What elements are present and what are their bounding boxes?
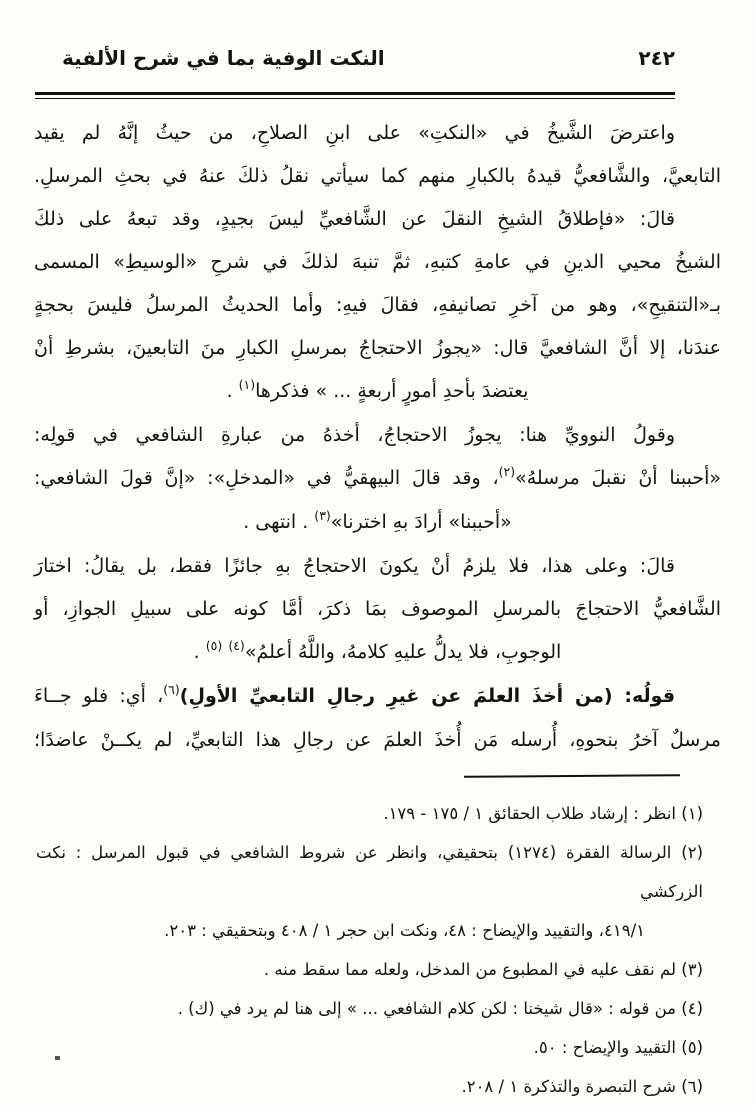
footnote-line (36, 989, 703, 1028)
body-line (34, 631, 721, 675)
text-segment: (١) انظر : إرشاد طلاب الحقائق ١ / ١٧٥ - ١٧٩. (383, 804, 703, 823)
footnote-line (36, 950, 703, 989)
body-line (34, 501, 721, 545)
text-segment: واعترضَ الشَّيخُ في «النكتِ» على ابنِ الصلاحِ، من حيثُ إنَّهُ لم يقيد (34, 122, 675, 144)
text-segment: ، أي: فلو جــاءَ (34, 685, 164, 707)
footnote-line (36, 833, 703, 911)
footnote-ref: (٣) (314, 508, 331, 523)
text-segment: (٦) شرح التبصرة والتذكرة ١ / ٢٠٨. (461, 1077, 703, 1096)
body-line (34, 198, 721, 241)
page-header (62, 46, 675, 70)
footnote-separator (464, 774, 680, 778)
text-segment: «أحببنا أنْ نقبلَ مرسلهُ» (515, 467, 721, 489)
scan-speck (55, 1056, 60, 1060)
body-line (34, 675, 721, 719)
text-segment: (٥) التقييد والإيضاح : ٥٠. (533, 1038, 703, 1057)
text-segment: (٢) الرسالة الفقرة (١٢٧٤) بتحقيقي، وانظر عن شروط الشافعي في قبول المرسل : نكت الزركشي (36, 843, 703, 901)
text-segment: الوجوبِ، فلا يدلُّ عليهِ كلامهُ، واللَّهُ أعلمُ» (244, 641, 562, 663)
text-segment: . (226, 380, 239, 402)
text-segment: الشَّافعيُّ الاحتجاجَ بالمرسلِ الموصوف بمَا ذكرَ، أمَّا كونه على سبيلِ الجوازِ، أو (34, 598, 721, 620)
text-segment: (٤) من قوله : «قال شيخنا : لكن كلام الشافعي ... » إلى هنا لم يرد في (ك) . (177, 999, 703, 1018)
footnote-ref: (٤) (228, 638, 245, 653)
footnotes (36, 794, 703, 1105)
body-line (34, 284, 721, 327)
footnote-line (36, 1028, 703, 1067)
body-line (34, 457, 721, 501)
body-line (34, 327, 721, 370)
body-line (34, 155, 721, 198)
text-segment: وقولُ النوويِّ هنا: يجوزُ الاحتجاجُ، أخذهُ من عبارةِ الشافعي في قولِه: (34, 424, 675, 446)
text-segment: الشيخُ محيي الدينِ في عامةِ كتبهِ، ثمَّ تنبهَ لذلكَ في شرحِ «الوسيطِ» المسمى (34, 251, 721, 273)
footnote-line (36, 1067, 703, 1105)
header-double-rule (35, 92, 675, 100)
text-segment: . (193, 641, 206, 663)
text-segment: بـ«التنقيحِ»، وهو من آخرِ تصانيفهِ، فقالَ فيهِ: وأما الحديثُ المرسلُ فليسَ بحجةٍ (34, 294, 721, 316)
text-segment: ١‏/‏٤١٩، والتقييد والإيضاح : ٤٨، ونكت ابن حجر ١ / ٤٠٨ وبتحقيقي : ٢٠٣. (164, 921, 645, 940)
text-segment: ، وقد قالَ البيهقيُّ في «المدخلِ»: «إنَّ قولَ الشافعي: (34, 467, 499, 489)
footnote-line (36, 794, 703, 833)
text-segment: التابعيَّ، والشَّافعيُّ قيدهُ بالكبارِ منهم كما سيأتي نقلُ ذلكَ عنهُ في بحثِ المرسلِ. (34, 165, 721, 187)
body-line (34, 588, 721, 631)
body-line (34, 241, 721, 284)
text-segment: يعتضدَ بأحدِ أمورٍ أربعةٍ ... » فذكرها (255, 380, 529, 402)
footnote-ref: (١) (238, 377, 256, 392)
body-line (34, 719, 721, 762)
body-line (34, 414, 721, 457)
page-number: ٢٤٢ (638, 46, 675, 70)
text-segment: عندَنا، إلا أنَّ الشافعيَّ قال: «يجوزُ الاحتجاجُ بمرسلِ الكبارِ منَ التابعينَ، بشرطِ أنْ (34, 337, 721, 359)
body-line (34, 370, 721, 414)
text-segment: قولُه: (من أخذَ العلمَ عن غيرِ رجالِ التابعيِّ الأولِ) (179, 685, 676, 707)
body-line (34, 112, 721, 155)
text-segment: مرسلٌ آخرُ بنحوهِ، أُرسله مَن أُخذَ العلمَ عن رجالِ هذا التابعيِّ، لم يكــنْ عاضدًا؛ (34, 729, 721, 751)
header-rule-thin (35, 98, 675, 99)
text-segment: «أحببنا» أرادَ بهِ اخترنا» (330, 511, 512, 533)
body-line (34, 545, 721, 588)
footnote-ref: (٥) (205, 638, 223, 653)
footnote-line (36, 911, 703, 950)
footnote-ref: (٦) (163, 682, 180, 697)
running-title: النكت الوفية بما في شرح الألفية (62, 46, 385, 70)
footnote-ref: (٢) (498, 464, 516, 479)
header-rule-thick (35, 92, 675, 95)
text-segment: . انتهى . (243, 511, 315, 533)
text-segment: قالَ: «فإطلاقُ الشيخِ النقلَ عن الشَّافعيِّ ليسَ بجيدٍ، وقد تبعهُ على ذلكَ (34, 208, 675, 230)
text-segment: قالَ: وعلى هذا، فلا يلزمُ أنْ يكونَ الاحتجاجُ بهِ جائزًا فقط، بل يقالُ: اختارَ (34, 555, 675, 577)
text-segment: (٣) لم نقف عليه في المطبوع من المدخل، ولعله مما سقط منه . (263, 960, 703, 979)
body-text (34, 112, 721, 762)
